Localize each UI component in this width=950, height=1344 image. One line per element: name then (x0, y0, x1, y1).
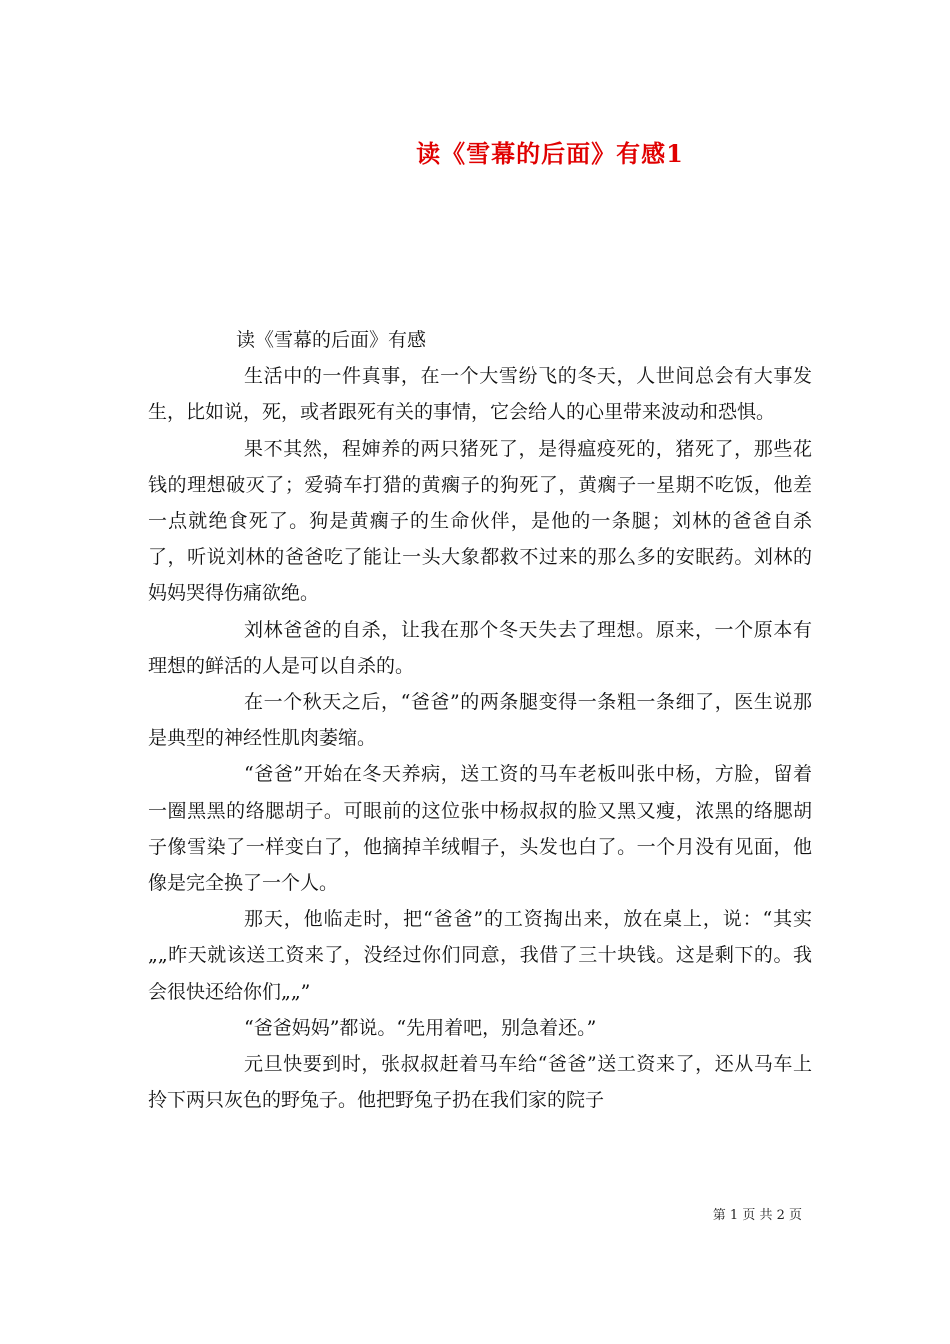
paragraph: 果不其然，程婶养的两只猪死了，是得瘟疫死的，猪死了，那些花钱的理想破灭了；爱骑车打猎的黄瘸子的狗死了，黄瘸子一星期不吃饭，他差一点就绝食死了。狗是黄瘸子的生命伙伴，是他的一条腿；刘林的爸爸自杀了，听说刘林的爸爸吃了能让一头大象都救不过来的那么多的安眠药。刘林的妈妈哭得伤痛欲绝。 (148, 437, 812, 605)
paragraph: 生活中的一件真事，在一个大雪纷飞的冬天，人世间总会有大事发生，比如说，死，或者跟死有关的事情，它会给人的心里带来波动和恐惧。 (148, 365, 812, 424)
document-title: 读《雪幕的后面》有感1 (416, 139, 684, 168)
paragraph: “爸爸妈妈”都说。“先用着吧，别急着还。” (244, 1016, 597, 1039)
paragraph: 元旦快要到时，张叔叔赶着马车给“爸爸”送工资来了，还从马车上拎下两只灰色的野兔子。他把野兔子扔在我们家的院子 (148, 1053, 812, 1112)
paragraph: 刘林爸爸的自杀，让我在那个冬天失去了理想。原来，一个原本有理想的鲜活的人是可以自杀的。 (148, 618, 812, 677)
paragraph: “爸爸”开始在冬天养病，送工资的马车老板叫张中杨，方脸，留着一圈黑黑的络腮胡子。可眼前的这位张中杨叔叔的脸又黑又瘦，浓黑的络腮胡子像雪染了一样变白了，他摘掉羊绒帽子，头发也白了。一个月没有见面，他像是完全换了一个人。 (148, 763, 812, 895)
document-body (148, 322, 812, 1118)
paragraph: 在一个秋天之后，“爸爸”的两条腿变得一条粗一条细了，医生说那是典型的神经性肌肉萎缩。 (148, 691, 812, 750)
document-subtitle: 读《雪幕的后面》有感 (236, 329, 427, 351)
page-number: 第 1 页 共 2 页 (712, 1208, 802, 1223)
paragraph: 那天，他临走时，把“爸爸”的工资掏出来，放在桌上，说：“其实„„昨天就该送工资来了，没经过你们同意，我借了三十块钱。这是剩下的。我会很快还给你们„„” (148, 908, 812, 1003)
